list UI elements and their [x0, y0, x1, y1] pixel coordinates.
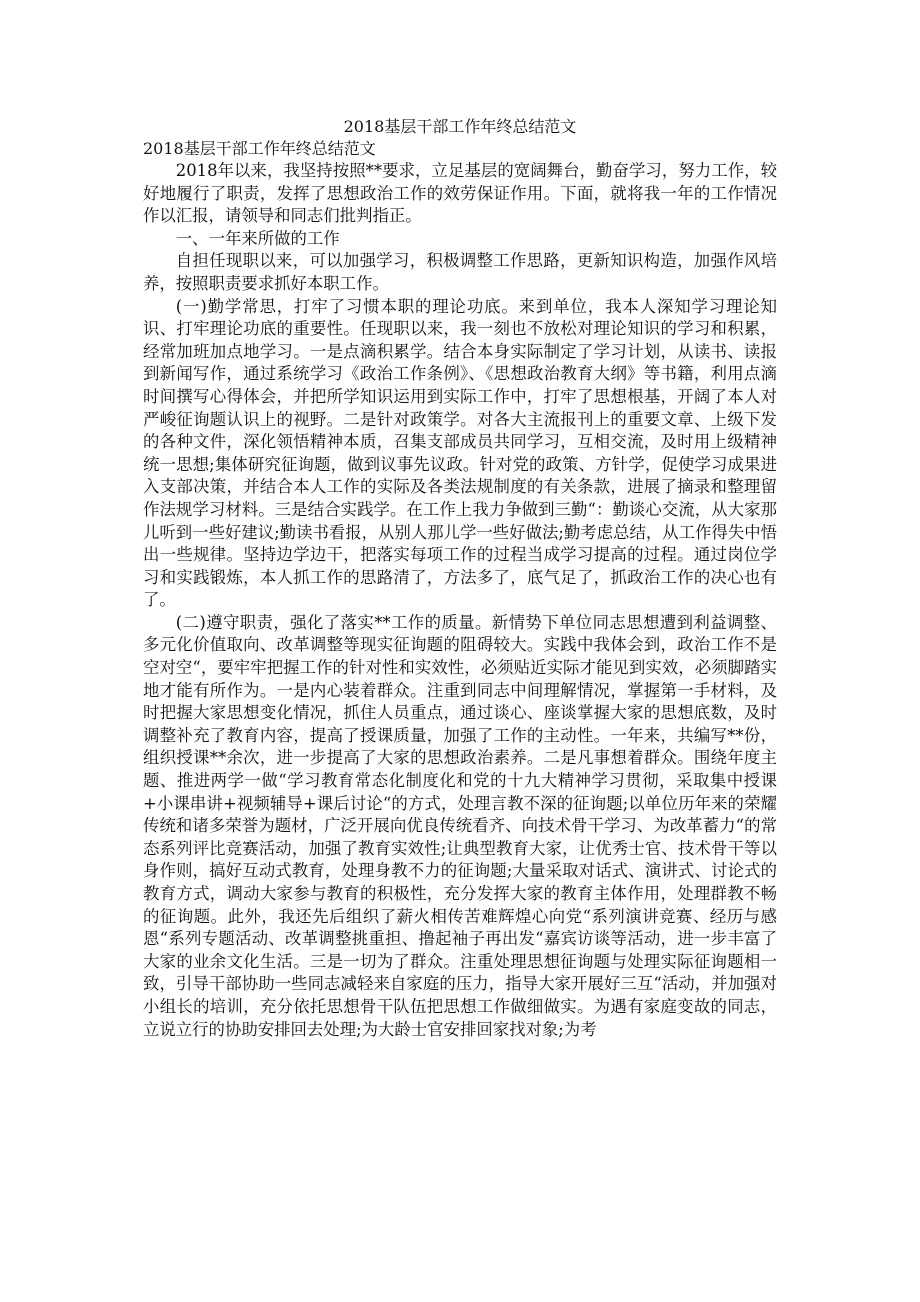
document-page [143, 116, 777, 1041]
paragraph-intro: 2018年以来，我坚持按照**要求，立足基层的宽阔舞台，勤奋学习，努力工作，较好地履行了职责，发挥了思想政治工作的效劳保证作用。下面，就将我一年的工作情况作以汇报，请领导和同志们批判指正。 [143, 161, 777, 226]
paragraph-overview: 自担任现职以来，可以加强学习，积极调整工作思路，更新知识构造，加强作风培养，按照职责要求抓好本职工作。 [143, 251, 777, 293]
paragraph-study: (一)勤学常思，打牢了习惯本职的理论功底。来到单位，我本人深知学习理论知识、打牢理论功底的重要性。任现职以来，我一刻也不放松对理论知识的学习和积累，经常加班加点地学习。一是点滴积累学。结合本身实际制定了学习计划，从读书、读报到新闻写作，通过系统学习《政治工作条例》、《思想政治教育大纲》等书籍，利用点滴时间撰写心得体会，并把所学知识运用到实际工作中，打牢了思想根基，开阔了本人对严峻征询题认识上的视野。二是针对政策学。对各大主流报刊上的重要文章、上级下发的各种文件，深化领悟精神本质，召集支部成员共同学习，互相交流，及时用上级精神统一思想;集体研究征询题，做到议事先议政。针对党的政策、方针学，促使学习成果进入支部决策，并结合本人工作的实际及各类法规制度的有关条款，进展了摘录和整理留作法规学习材料。三是结合实践学。在工作上我力争做到三勤“：勤谈心交流，从大家那儿听到一些好建议;勤读书看报，从别人那儿学一些好做法;勤考虑总结，从工作得失中悟出一些规律。坚持边学边干，把落实每项工作的过程当成学习提高的过程。通过岗位学习和实践锻炼，本人抓工作的思路清了，方法多了，底气足了，抓政治工作的决心也有了。 [143, 296, 777, 610]
document-subtitle: 2018基层干部工作年终总结范文 [143, 139, 376, 158]
section-heading-1: 一、一年来所做的工作 [175, 228, 340, 248]
paragraph-duty: (二)遵守职责，强化了落实**工作的质量。新情势下单位同志思想遭到利益调整、多元化价值取向、改革调整等现实征询题的阻碍较大。实践中我体会到，政治工作不是空对空“，要牢牢把握工作的针对性和实效性，必须贴近实际才能见到实效，必须脚踏实地才能有所作为。一是内心装着群众。注重到同志中间理解情况，掌握第一手材料，及时把握大家思想变化情况，抓住人员重点，通过谈心、座谈掌握大家的思想底数，及时调整补充了教育内容，提高了授课质量，加强了工作的主动性。一年来，共编写**份，组织授课**余次，进一步提高了大家的思想政治素养。二是凡事想着群众。围绕年度主题、推进两学一做“学习教育常态化制度化和党的十九大精神学习贯彻，采取集中授课+小课串讲+视频辅导+课后讨论“的方式，处理言教不深的征询题;以单位历年来的荣耀传统和诸多荣誉为题材，广泛开展向优良传统看齐、向技术骨干学习、为改革蓄力“的常态系列评比竞赛活动，加强了教育实效性;让典型教育大家，让优秀士官、技术骨干等以身作则，搞好互动式教育，处理身教不力的征询题;大量采取对话式、演讲式、讨论式的教育方式，调动大家参与教育的积极性，充分发挥大家的教育主体作用，处理群教不畅的征询题。此外，我还先后组织了薪火相传苦难辉煌心向党“系列演讲竞赛、经历与感恩“系列专题活动、改革调整挑重担、撸起袖子再出发“嘉宾访谈等活动，进一步丰富了大家的业余文化生活。三是一切为了群众。注重处理思想征询题与处理实际征询题相一致，引导干部协助一些同志减轻来自家庭的压力，指导大家开展好三互“活动，并加强对小组长的培训，充分依托思想骨干队伍把思想工作做细做实。为遇有家庭变故的同志，立说立行的协助安排回去处理;为大龄士官安排回家找对象;为考 [143, 612, 777, 1039]
document-title: 2018基层干部工作年终总结范文 [343, 117, 577, 136]
